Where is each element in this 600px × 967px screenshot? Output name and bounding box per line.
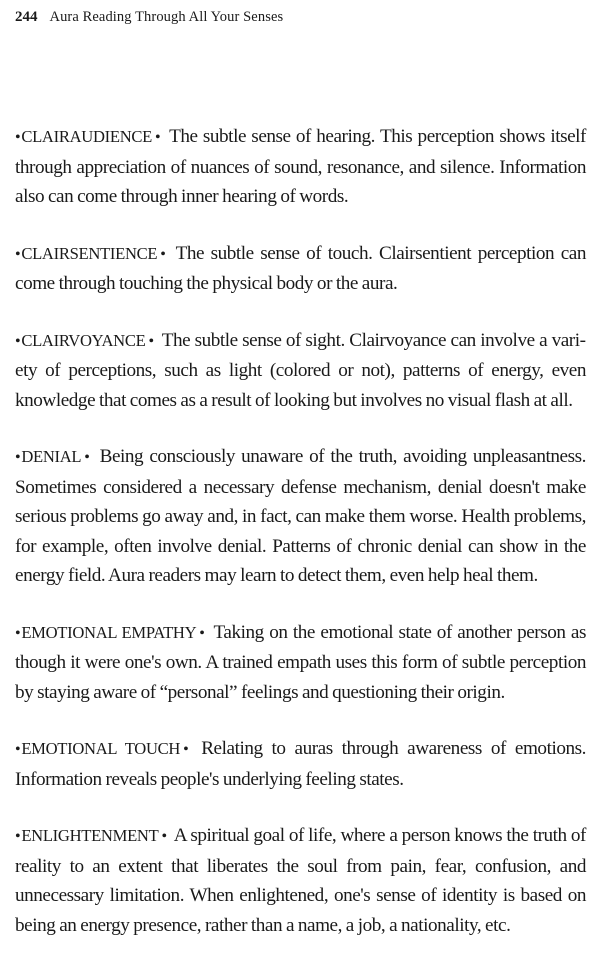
glossary-entry-clairsentience (15, 239, 586, 299)
bullet-separator-icon: • (84, 449, 90, 466)
glossary-definition: Relating to auras through awareness of emotions. Information reveals people's underlying feeling states. (15, 738, 586, 790)
glossary-term: ENLIGHTENMENT (21, 826, 159, 845)
bullet-icon: • (15, 449, 21, 466)
bullet-icon: • (15, 129, 21, 146)
bullet-separator-icon: • (148, 332, 154, 350)
glossary-term: DENIAL (21, 447, 82, 466)
bullet-icon: • (15, 741, 21, 758)
glossary-definition: Being consciously unaware of the truth, avoiding unpleasantness. Sometimes considered a necessary defense mechanism, denial doesn't make serious problems go away and, in fact, can make them worse. Health problems, for example, often involve denial. Patterns of chronic denial can show in the energy field. Aura readers may learn to detect them, even help heal them. (15, 446, 586, 586)
bullet-icon: • (15, 624, 21, 642)
bullet-separator-icon: • (160, 245, 166, 263)
bullet-icon: • (15, 332, 21, 350)
bullet-separator-icon: • (155, 129, 161, 146)
glossary-entry-enlightenment (15, 821, 586, 940)
glossary-term: CLAIRSENTIENCE (21, 243, 158, 263)
glossary-entry-clairvoyance (15, 326, 586, 416)
bullet-separator-icon: • (183, 741, 189, 758)
glossary-term: EMOTIONAL EMPATHY (21, 622, 197, 642)
glossary-entries (15, 122, 586, 967)
bullet-icon: • (15, 828, 21, 845)
bullet-separator-icon: • (199, 624, 205, 642)
glossary-definition: The subtle sense of touch. Clairsentient perception can come through touching the physical body or the aura. (15, 242, 586, 294)
glossary-definition: A spiritual goal of life, where a person knows the truth of reality to an extent that liberates the soul from pain, fear, confusion, and unnecessary limitation. When enlightened, one's sense of identity is based on being an energy presence, rather than a name, a job, a nationality, etc. (15, 825, 586, 936)
glossary-term: EMOTIONAL TOUCH (21, 739, 181, 758)
bullet-separator-icon: • (161, 828, 167, 845)
running-head (15, 6, 585, 28)
glossary-definition: The subtle sense of hearing. This perception shows itself through appreciation of nuances of sound, resonance, and silence. Information also can come through inner hearing of words. (15, 126, 586, 207)
glossary-term: CLAIRVOYANCE (21, 330, 146, 350)
book-title: Aura Reading Through All Your Senses (49, 9, 284, 25)
bullet-icon: • (15, 245, 21, 263)
glossary-entry-emotional-empathy (15, 618, 586, 708)
glossary-definition: Taking on the emotional state of another person as though it were one's own. A trained empath uses this form of subtle perception by staying aware of “personal” feelings and questioning their origin. (15, 621, 587, 703)
glossary-definition: The subtle sense of sight. Clairvoyance can involve a variety of perceptions, such as light (colored or not), patterns of energy, even knowledge that comes as a result of looking but involves no visual flash at all. (15, 329, 586, 411)
page-number: 244 (15, 9, 38, 25)
glossary-entry-denial (15, 442, 586, 591)
glossary-entry-emotional-touch (15, 734, 586, 794)
glossary-entry-clairaudience (15, 122, 586, 212)
glossary-term: CLAIRAUDIENCE (21, 127, 152, 146)
